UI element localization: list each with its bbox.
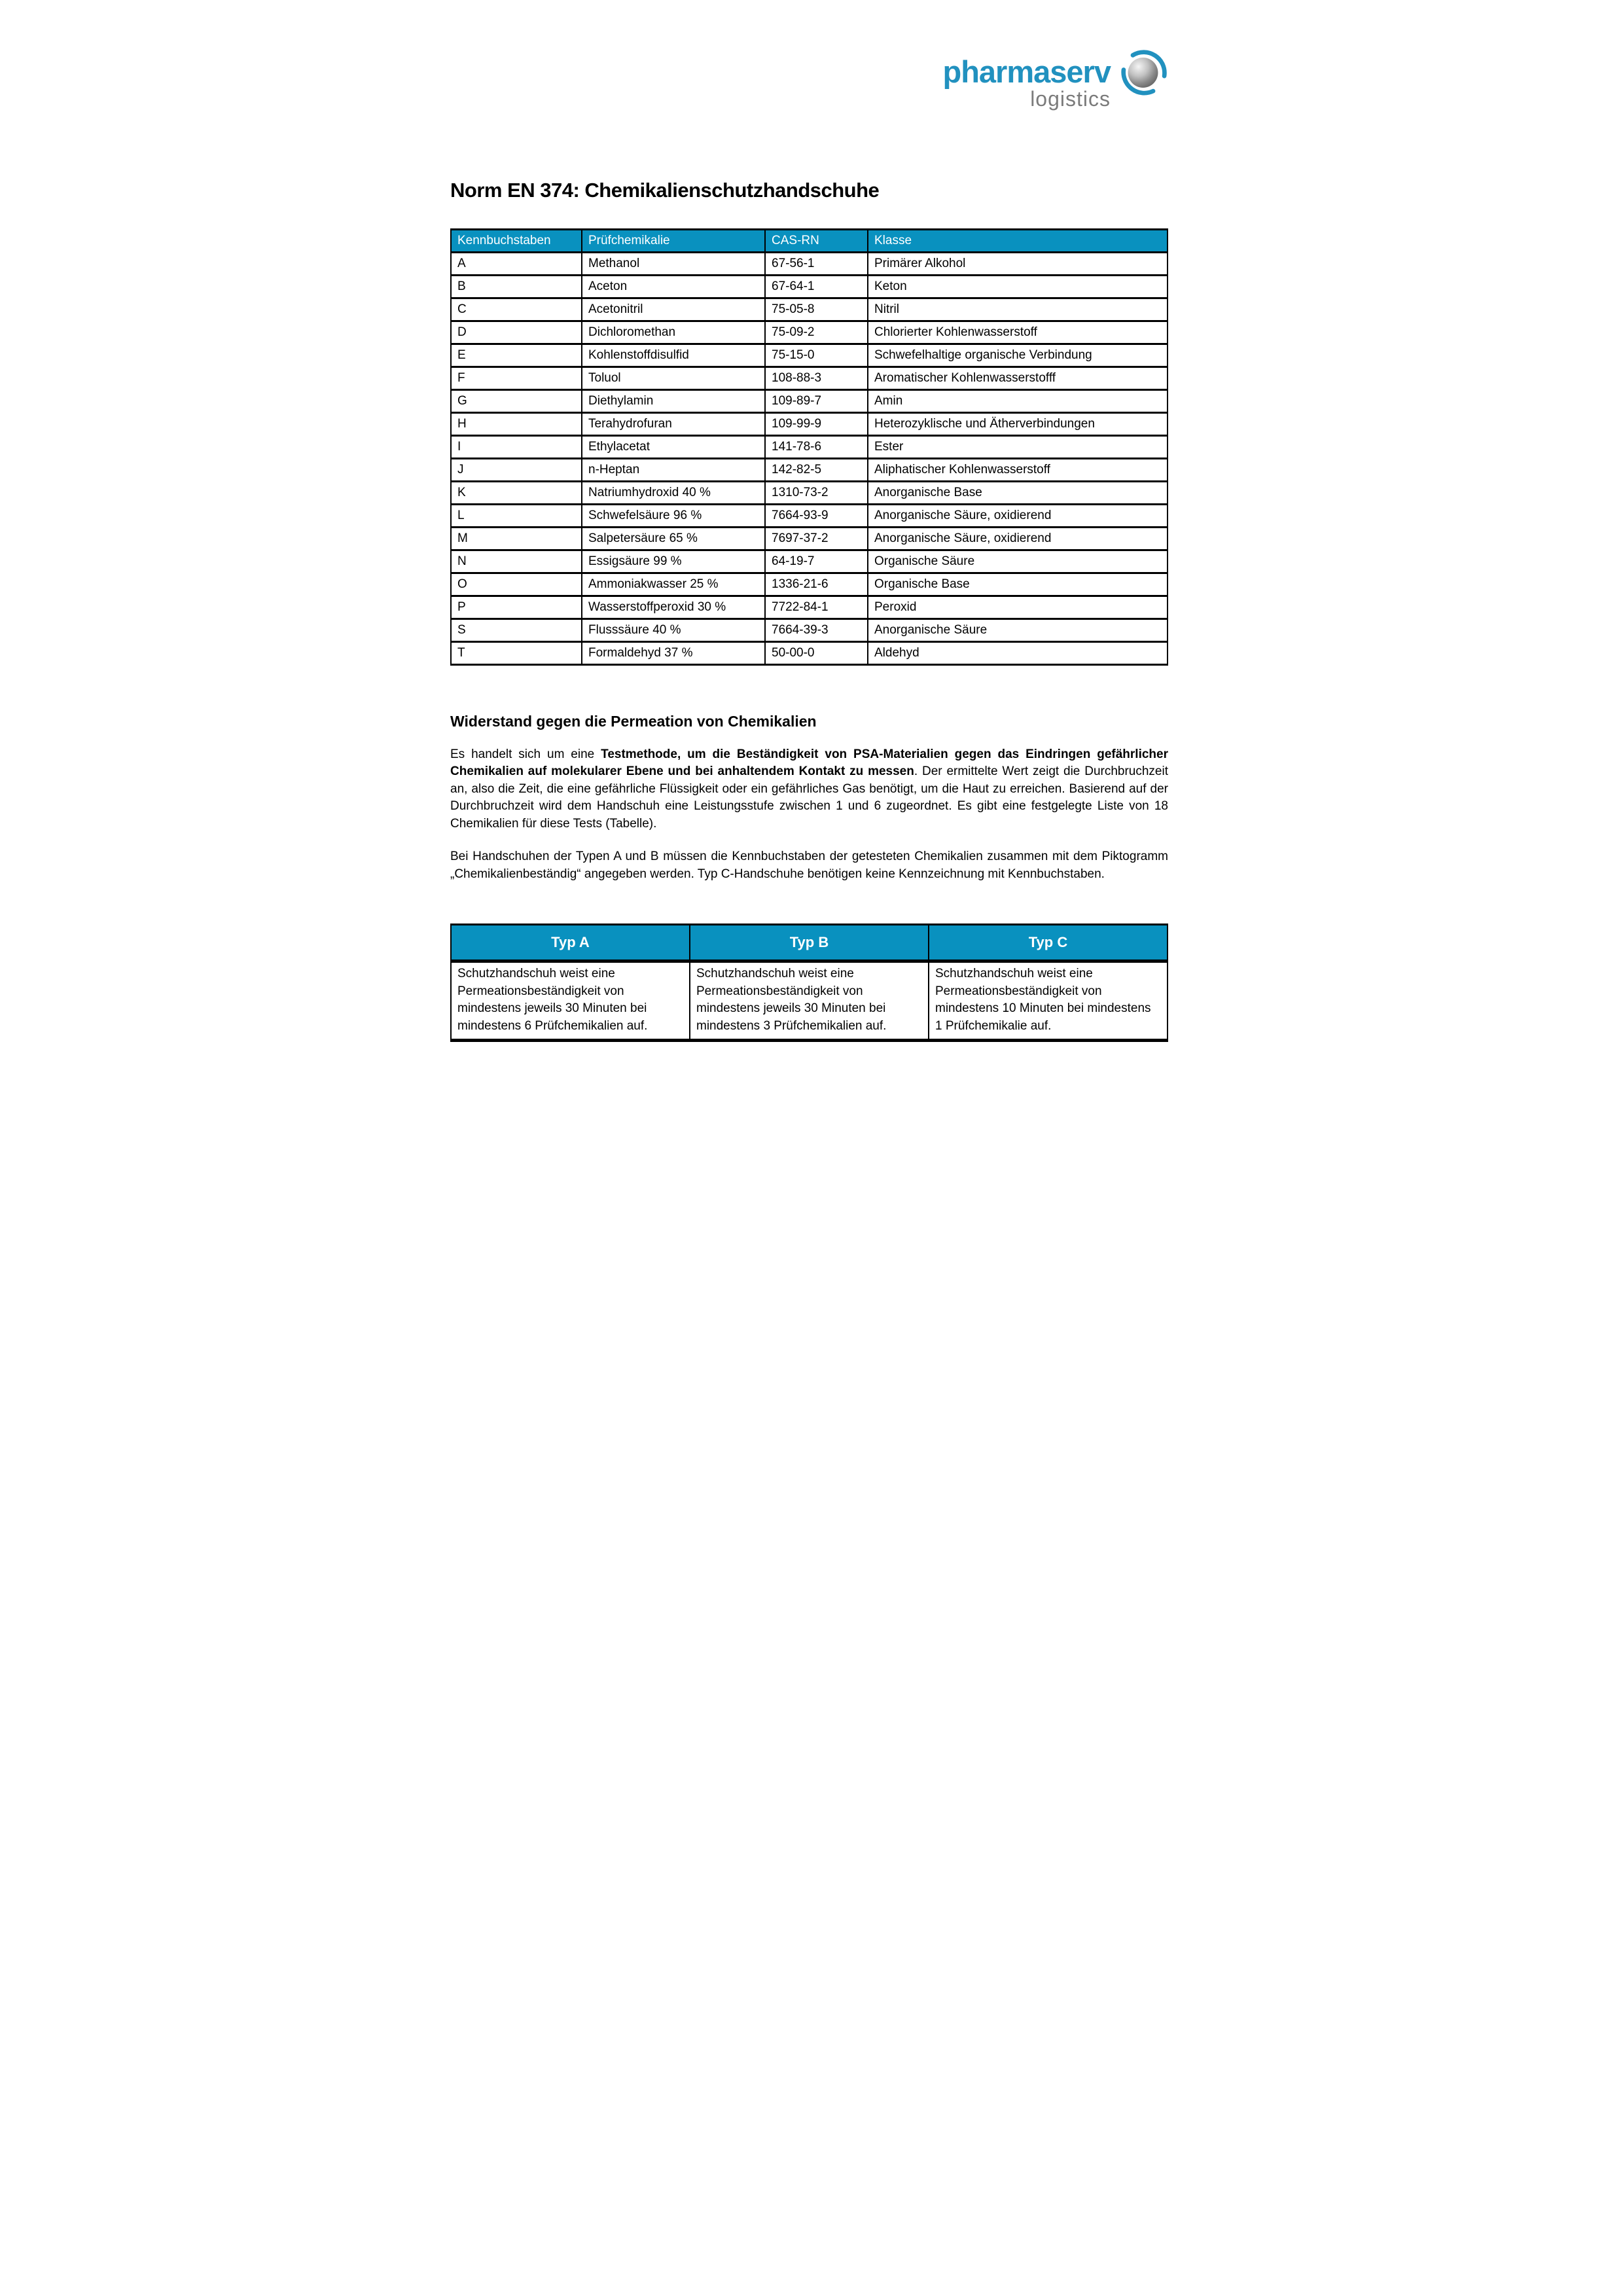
types-table-body-row [451, 961, 1168, 1041]
cell-pruefchemikalie: Kohlenstoffdisulfid [582, 344, 765, 367]
type-description: Schutzhandschuh weist eine Permeationsbeständigkeit von mindestens 10 Minuten bei mindestens 1 Prüfchemikalie auf. [929, 961, 1168, 1041]
cell-cas-rn: 7664-39-3 [765, 619, 868, 641]
cell-pruefchemikalie: Ethylacetat [582, 435, 765, 458]
table-row [451, 344, 1168, 367]
logo-text [943, 48, 1111, 111]
cell-cas-rn: 1310-73-2 [765, 481, 868, 504]
paragraph-lead: Es handelt sich um eine [450, 747, 601, 761]
cell-cas-rn: 108-88-3 [765, 367, 868, 389]
table-row [451, 367, 1168, 389]
cell-cas-rn: 109-89-7 [765, 389, 868, 412]
cell-pruefchemikalie: Essigsäure 99 % [582, 550, 765, 573]
cell-klasse: Anorganische Säure, oxidierend [868, 504, 1168, 527]
table-row [451, 481, 1168, 504]
paragraph-permeation [450, 746, 1168, 833]
cell-pruefchemikalie: Ammoniakwasser 25 % [582, 573, 765, 596]
cell-kennbuchstabe: O [451, 573, 582, 596]
cell-kennbuchstabe: A [451, 252, 582, 275]
cell-klasse: Amin [868, 389, 1168, 412]
type-header: Typ A [451, 925, 690, 961]
cell-pruefchemikalie: Methanol [582, 252, 765, 275]
cell-pruefchemikalie: Salpetersäure 65 % [582, 527, 765, 550]
cell-klasse: Aromatischer Kohlenwasserstofff [868, 367, 1168, 389]
cell-kennbuchstabe: N [451, 550, 582, 573]
type-header: Typ C [929, 925, 1168, 961]
cell-klasse: Nitril [868, 298, 1168, 321]
cell-klasse: Primärer Alkohol [868, 252, 1168, 275]
cell-cas-rn: 64-19-7 [765, 550, 868, 573]
logo-brand: pharmaserv [942, 54, 1111, 89]
cell-pruefchemikalie: Acetonitril [582, 298, 765, 321]
cell-pruefchemikalie: Terahydrofuran [582, 412, 765, 435]
section-heading: Widerstand gegen die Permeation von Chemikalien [450, 712, 817, 730]
table-row [451, 641, 1168, 664]
cell-cas-rn: 1336-21-6 [765, 573, 868, 596]
cell-klasse: Organische Base [868, 573, 1168, 596]
cell-pruefchemikalie: Flusssäure 40 % [582, 619, 765, 641]
table-row [451, 412, 1168, 435]
table-row [451, 458, 1168, 481]
cell-kennbuchstabe: M [451, 527, 582, 550]
page-content [450, 179, 1168, 1043]
chemicals-table-header-row [451, 229, 1168, 252]
cell-klasse: Schwefelhaltige organische Verbindung [868, 344, 1168, 367]
column-header-cas-rn: CAS-RN [765, 229, 868, 252]
cell-cas-rn: 142-82-5 [765, 458, 868, 481]
glove-types-table [450, 924, 1168, 1042]
cell-kennbuchstabe: D [451, 321, 582, 344]
types-table-header-row [451, 925, 1168, 961]
table-row [451, 550, 1168, 573]
cell-kennbuchstabe: B [451, 275, 582, 298]
cell-kennbuchstabe: G [451, 389, 582, 412]
cell-cas-rn: 50-00-0 [765, 641, 868, 664]
cell-kennbuchstabe: J [451, 458, 582, 481]
cell-pruefchemikalie: Dichloromethan [582, 321, 765, 344]
cell-klasse: Anorganische Säure, oxidierend [868, 527, 1168, 550]
cell-cas-rn: 7697-37-2 [765, 527, 868, 550]
cell-cas-rn: 7722-84-1 [765, 596, 868, 619]
cell-kennbuchstabe: E [451, 344, 582, 367]
cell-cas-rn: 141-78-6 [765, 435, 868, 458]
cell-kennbuchstabe: I [451, 435, 582, 458]
cell-pruefchemikalie: Aceton [582, 275, 765, 298]
cell-cas-rn: 75-09-2 [765, 321, 868, 344]
cell-klasse: Anorganische Säure [868, 619, 1168, 641]
cell-kennbuchstabe: T [451, 641, 582, 664]
type-header: Typ B [690, 925, 929, 961]
cell-pruefchemikalie: Natriumhydroxid 40 % [582, 481, 765, 504]
globe-icon [1120, 48, 1168, 97]
cell-kennbuchstabe: H [451, 412, 582, 435]
column-header-pruefchemikalie: Prüfchemikalie [582, 229, 765, 252]
cell-klasse: Aldehyd [868, 641, 1168, 664]
table-row [451, 596, 1168, 619]
cell-cas-rn: 75-05-8 [765, 298, 868, 321]
cell-cas-rn: 67-56-1 [765, 252, 868, 275]
logo-subtitle: logistics [1030, 87, 1111, 111]
table-row [451, 252, 1168, 275]
cell-cas-rn: 109-99-9 [765, 412, 868, 435]
page-title: Norm EN 374: Chemikalienschutzhandschuhe [450, 178, 880, 202]
column-header-klasse: Klasse [868, 229, 1168, 252]
chemicals-table [450, 228, 1168, 666]
cell-pruefchemikalie: Wasserstoffperoxid 30 % [582, 596, 765, 619]
cell-pruefchemikalie: n-Heptan [582, 458, 765, 481]
cell-cas-rn: 67-64-1 [765, 275, 868, 298]
cell-pruefchemikalie: Diethylamin [582, 389, 765, 412]
cell-klasse: Peroxid [868, 596, 1168, 619]
document-page [406, 0, 1217, 1148]
logo [406, 0, 1217, 111]
cell-kennbuchstabe: P [451, 596, 582, 619]
paragraph-kennzeichnung: Bei Handschuhen der Typen A und B müssen die Kennbuchstaben der getesteten Chemikalien zusammen mit dem Piktogramm „Chemikalienbeständig“ angegeben werden. Typ C-Handschuhe benötigen keine Kennzeichnung mit Kennbuchstaben. [450, 850, 1168, 881]
table-row [451, 435, 1168, 458]
type-description: Schutzhandschuh weist eine Permeationsbeständigkeit von mindestens jeweils 30 Minuten bei mindestens 6 Prüfchemikalien auf. [451, 961, 690, 1041]
cell-klasse: Keton [868, 275, 1168, 298]
table-row [451, 321, 1168, 344]
paragraph-rest: . Der ermittelte Wert zeigt die Durchbruchzeit an, also die Zeit, die eine gefährliche Flüssigkeit oder ein gefährliches Gas benötigt, um die Haut zu erreichen. Basierend auf der Durchbruchzeit wird dem Handschuh eine Leistungsstufe zwischen 1 und 6 zugeordnet. Es gibt eine festgelegte Liste von 18 Chemikalien für diese Tests (Tabelle). [450, 764, 1169, 831]
table-row [451, 389, 1168, 412]
cell-klasse: Ester [868, 435, 1168, 458]
table-row [451, 527, 1168, 550]
paragraph-bold-text: Testmethode, um die Beständigkeit von PSA-Materialien gegen das Eindringen gefährlicher Chemikalien auf molekularer Ebene und bei anhaltendem Kontakt zu messen [450, 747, 1168, 779]
cell-kennbuchstabe: K [451, 481, 582, 504]
cell-cas-rn: 7664-93-9 [765, 504, 868, 527]
cell-pruefchemikalie: Toluol [582, 367, 765, 389]
cell-kennbuchstabe: C [451, 298, 582, 321]
cell-klasse: Heterozyklische und Ätherverbindungen [868, 412, 1168, 435]
cell-klasse: Organische Säure [868, 550, 1168, 573]
column-header-kennbuchstaben: Kennbuchstaben [451, 229, 582, 252]
cell-pruefchemikalie: Formaldehyd 37 % [582, 641, 765, 664]
table-row [451, 275, 1168, 298]
cell-kennbuchstabe: L [451, 504, 582, 527]
cell-kennbuchstabe: F [451, 367, 582, 389]
cell-kennbuchstabe: S [451, 619, 582, 641]
cell-klasse: Aliphatischer Kohlenwasserstoff [868, 458, 1168, 481]
cell-pruefchemikalie: Schwefelsäure 96 % [582, 504, 765, 527]
cell-klasse: Chlorierter Kohlenwasserstoff [868, 321, 1168, 344]
type-description: Schutzhandschuh weist eine Permeationsbeständigkeit von mindestens jeweils 30 Minuten bei mindestens 3 Prüfchemikalien auf. [690, 961, 929, 1041]
table-row [451, 504, 1168, 527]
table-row [451, 298, 1168, 321]
cell-cas-rn: 75-15-0 [765, 344, 868, 367]
cell-klasse: Anorganische Base [868, 481, 1168, 504]
table-row [451, 573, 1168, 596]
table-row [451, 619, 1168, 641]
